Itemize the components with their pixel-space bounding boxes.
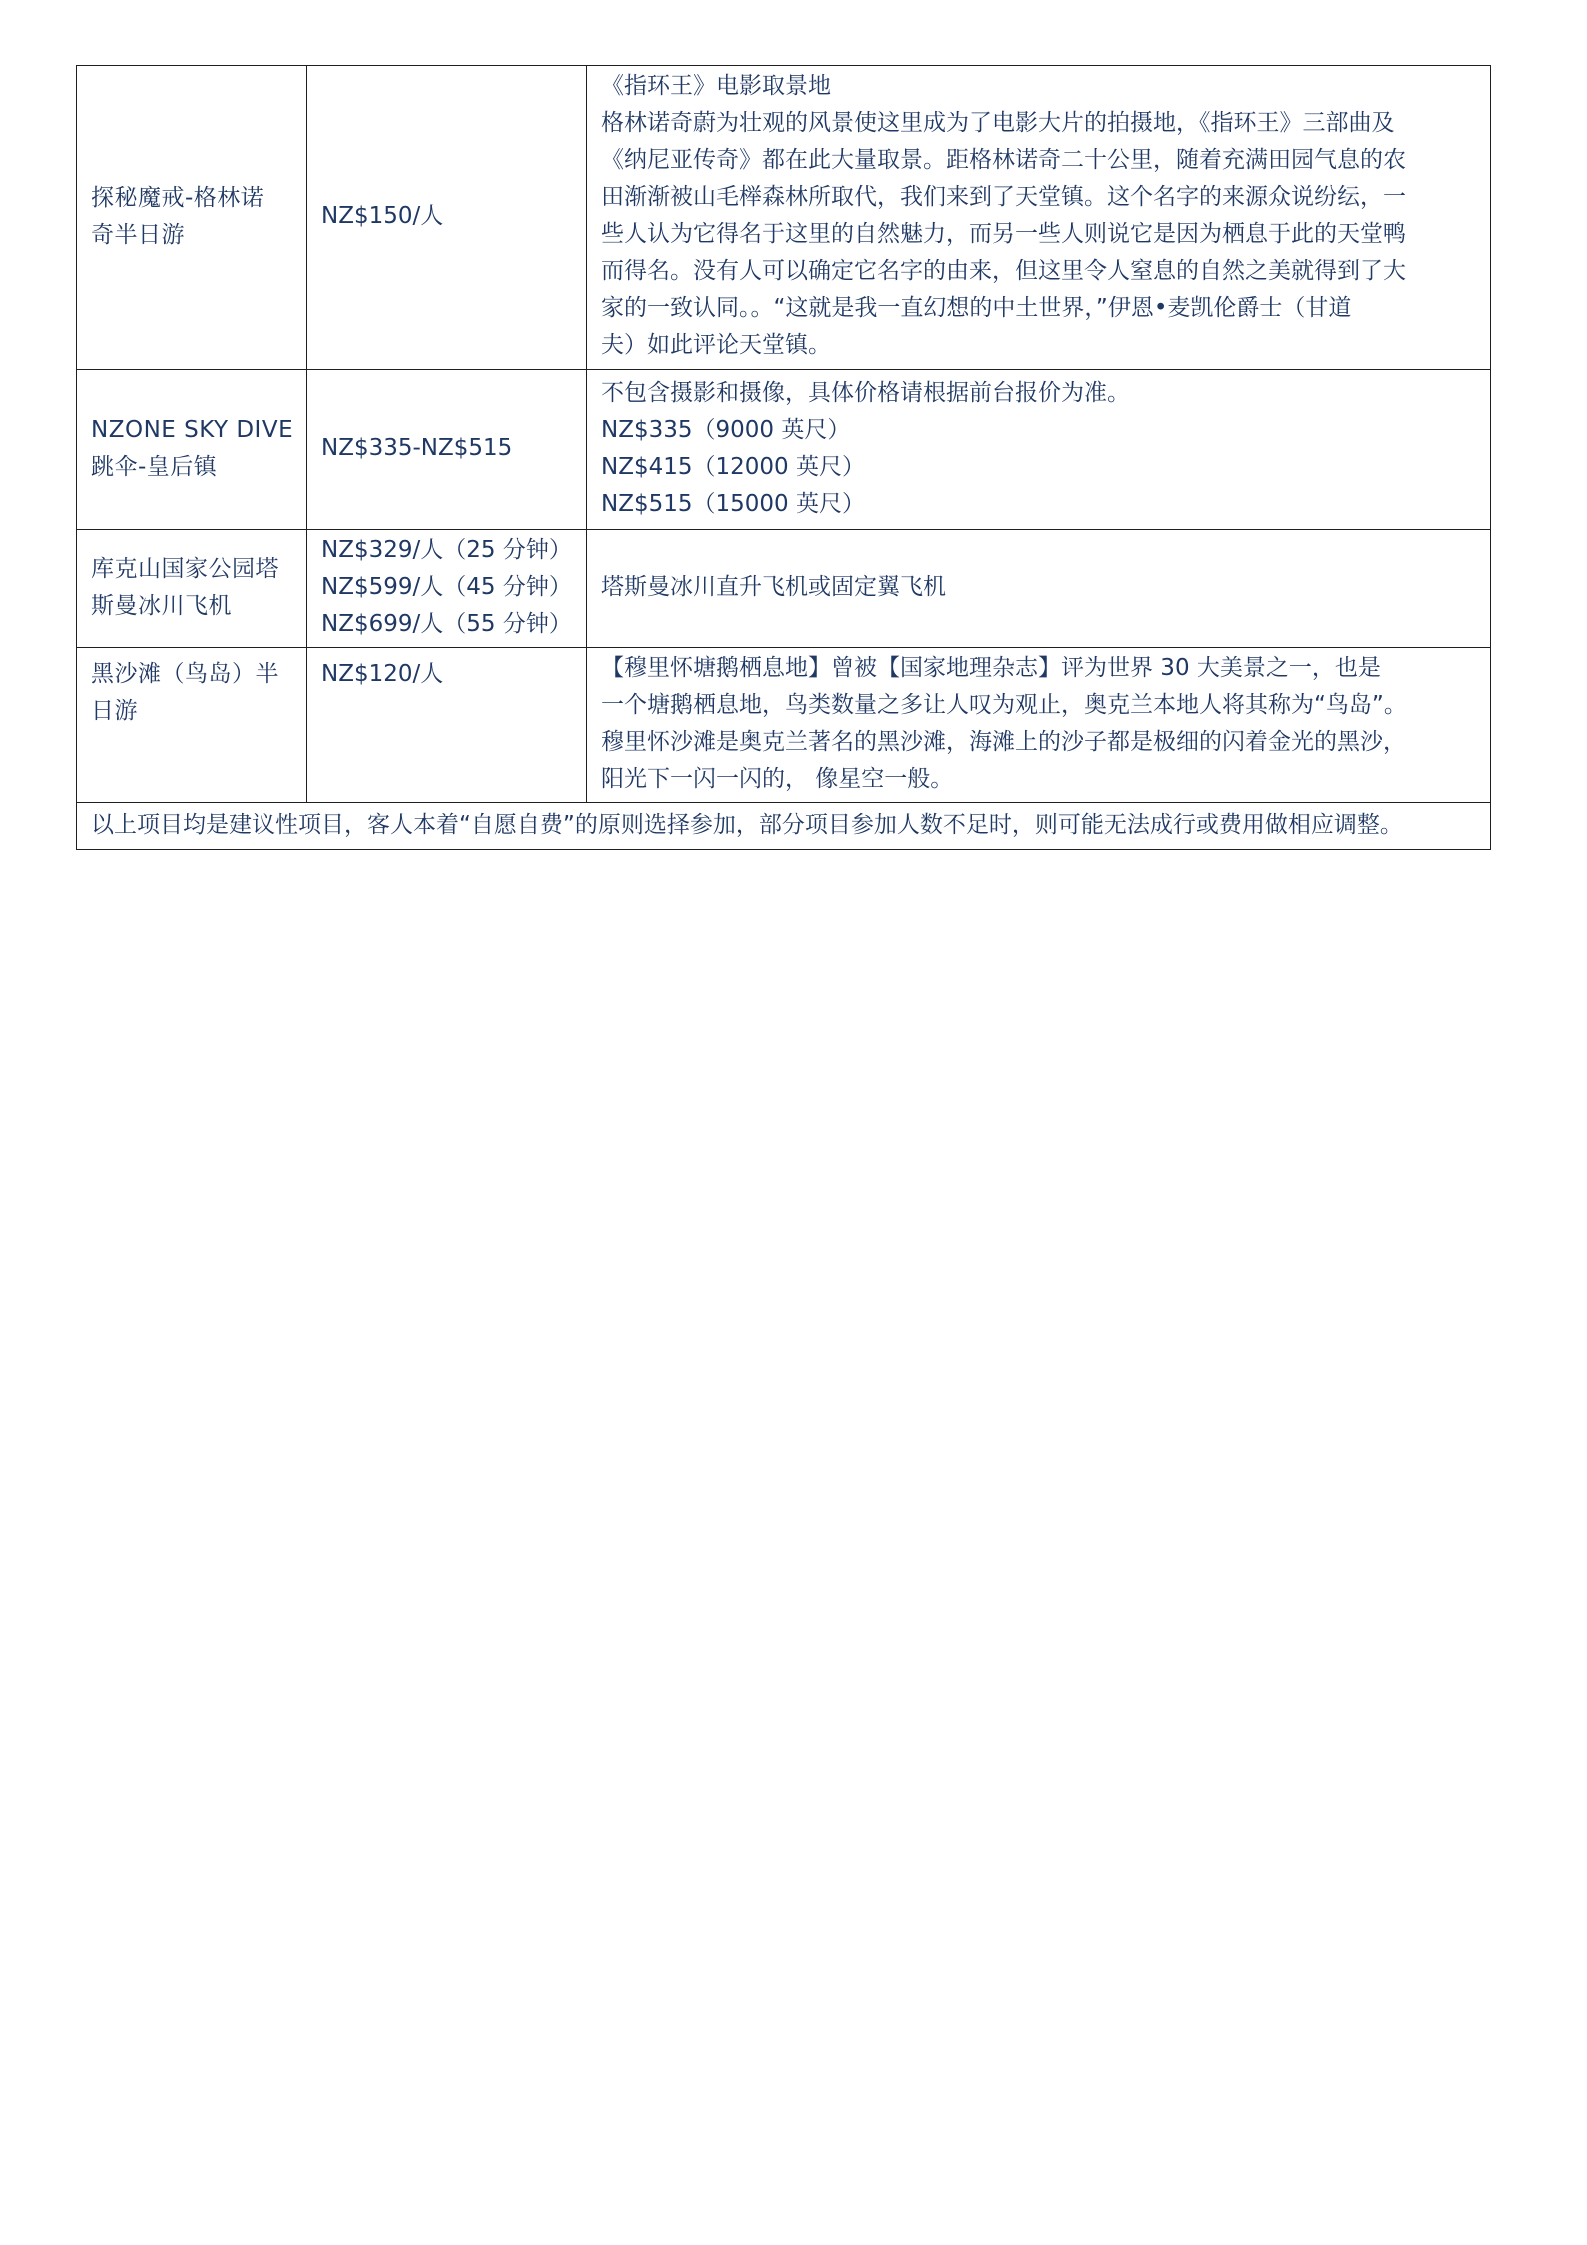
activity-name-cell xyxy=(77,530,307,648)
table-row xyxy=(77,648,1491,803)
description-line: NZ$335（9000 英尺） xyxy=(601,416,851,443)
description-line: 田渐渐被山毛榉森林所取代，我们来到了天堂镇。这个名字的来源众说纷纭，一 xyxy=(601,184,1406,210)
description-line: 不包含摄影和摄像，具体价格请根据前台报价为准。 xyxy=(601,379,1130,406)
activity-name-cell xyxy=(77,66,307,370)
description-cell xyxy=(587,530,1491,648)
description-line: 家的一致认同。。“这就是我一直幻想的中土世界，”伊恩•麦凯伦爵士（甘道 xyxy=(601,295,1352,321)
table-footer-row xyxy=(77,803,1491,850)
price-line: NZ$150/人 xyxy=(321,203,444,229)
description-line: 而得名。没有人可以确定它名字的由来，但这里令人窒息的自然之美就得到了大 xyxy=(601,258,1406,284)
activity-name-line: 斯曼冰川飞机 xyxy=(91,592,232,619)
activity-name-line: 跳伞-皇后镇 xyxy=(91,453,218,480)
description-line: NZ$415（12000 英尺） xyxy=(601,453,865,480)
activity-name-line: 黑沙滩（鸟岛）半 xyxy=(91,661,279,687)
price-cell xyxy=(307,648,587,803)
activity-name-line: 奇半日游 xyxy=(91,221,185,248)
activity-name-line: 日游 xyxy=(91,698,138,724)
activity-name-line: 库克山国家公园塔 xyxy=(91,555,279,582)
description-line: 《指环王》电影取景地 xyxy=(601,73,831,99)
table-row xyxy=(77,530,1491,648)
price-line: NZ$699/人（55 分钟） xyxy=(321,611,572,637)
activity-name-cell xyxy=(77,370,307,530)
description-line: 格林诺奇蔚为壮观的风景使这里成为了电影大片的拍摄地，《指环王》三部曲及 xyxy=(601,110,1395,136)
price-line: NZ$335-NZ$515 xyxy=(321,435,513,461)
description-line: 《纳尼亚传奇》都在此大量取景。距格林诺奇二十公里，随着充满田园气息的农 xyxy=(601,147,1406,173)
price-cell xyxy=(307,370,587,530)
description-line: 阳光下一闪一闪的， 像星空一般。 xyxy=(601,766,954,792)
description-cell xyxy=(587,370,1491,530)
description-line: 【穆里怀塘鹅栖息地】曾被【国家地理杂志】评为世界 30 大美景之一，也是 xyxy=(601,655,1381,681)
document-page xyxy=(76,65,1490,850)
price-line: NZ$329/人（25 分钟） xyxy=(321,537,572,563)
activity-name-line: NZONE SKY DIVE xyxy=(91,416,294,443)
activity-name-cell xyxy=(77,648,307,803)
description-line: 夫）如此评论天堂镇。 xyxy=(601,332,831,358)
price-line: NZ$599/人（45 分钟） xyxy=(321,574,572,600)
description-cell xyxy=(587,66,1491,370)
price-line: NZ$120/人 xyxy=(321,661,444,687)
description-line: 些人认为它得名于这里的自然魅力，而另一些人则说它是因为栖息于此的天堂鸭 xyxy=(601,221,1406,247)
description-line: 一个塘鹅栖息地，鸟类数量之多让人叹为观止，奥克兰本地人将其称为“鸟岛”。 xyxy=(601,692,1407,718)
description-line: 塔斯曼冰川直升飞机或固定翼飞机 xyxy=(601,574,946,600)
disclaimer-note: 以上项目均是建议性项目，客人本着“自愿自费”的原则选择参加，部分项目参加人数不足时，则可能无法成行或费用做相应调整。 xyxy=(77,803,1491,850)
description-line: 穆里怀沙滩是奥克兰著名的黑沙滩，海滩上的沙子都是极细的闪着金光的黑沙， xyxy=(601,729,1406,755)
table-row xyxy=(77,66,1491,370)
price-cell xyxy=(307,530,587,648)
activity-name-line: 探秘魔戒-格林诺 xyxy=(91,184,265,211)
description-cell xyxy=(587,648,1491,803)
description-line: NZ$515（15000 英尺） xyxy=(601,490,865,517)
optional-activities-table xyxy=(76,65,1491,850)
table-row xyxy=(77,370,1491,530)
price-cell xyxy=(307,66,587,370)
